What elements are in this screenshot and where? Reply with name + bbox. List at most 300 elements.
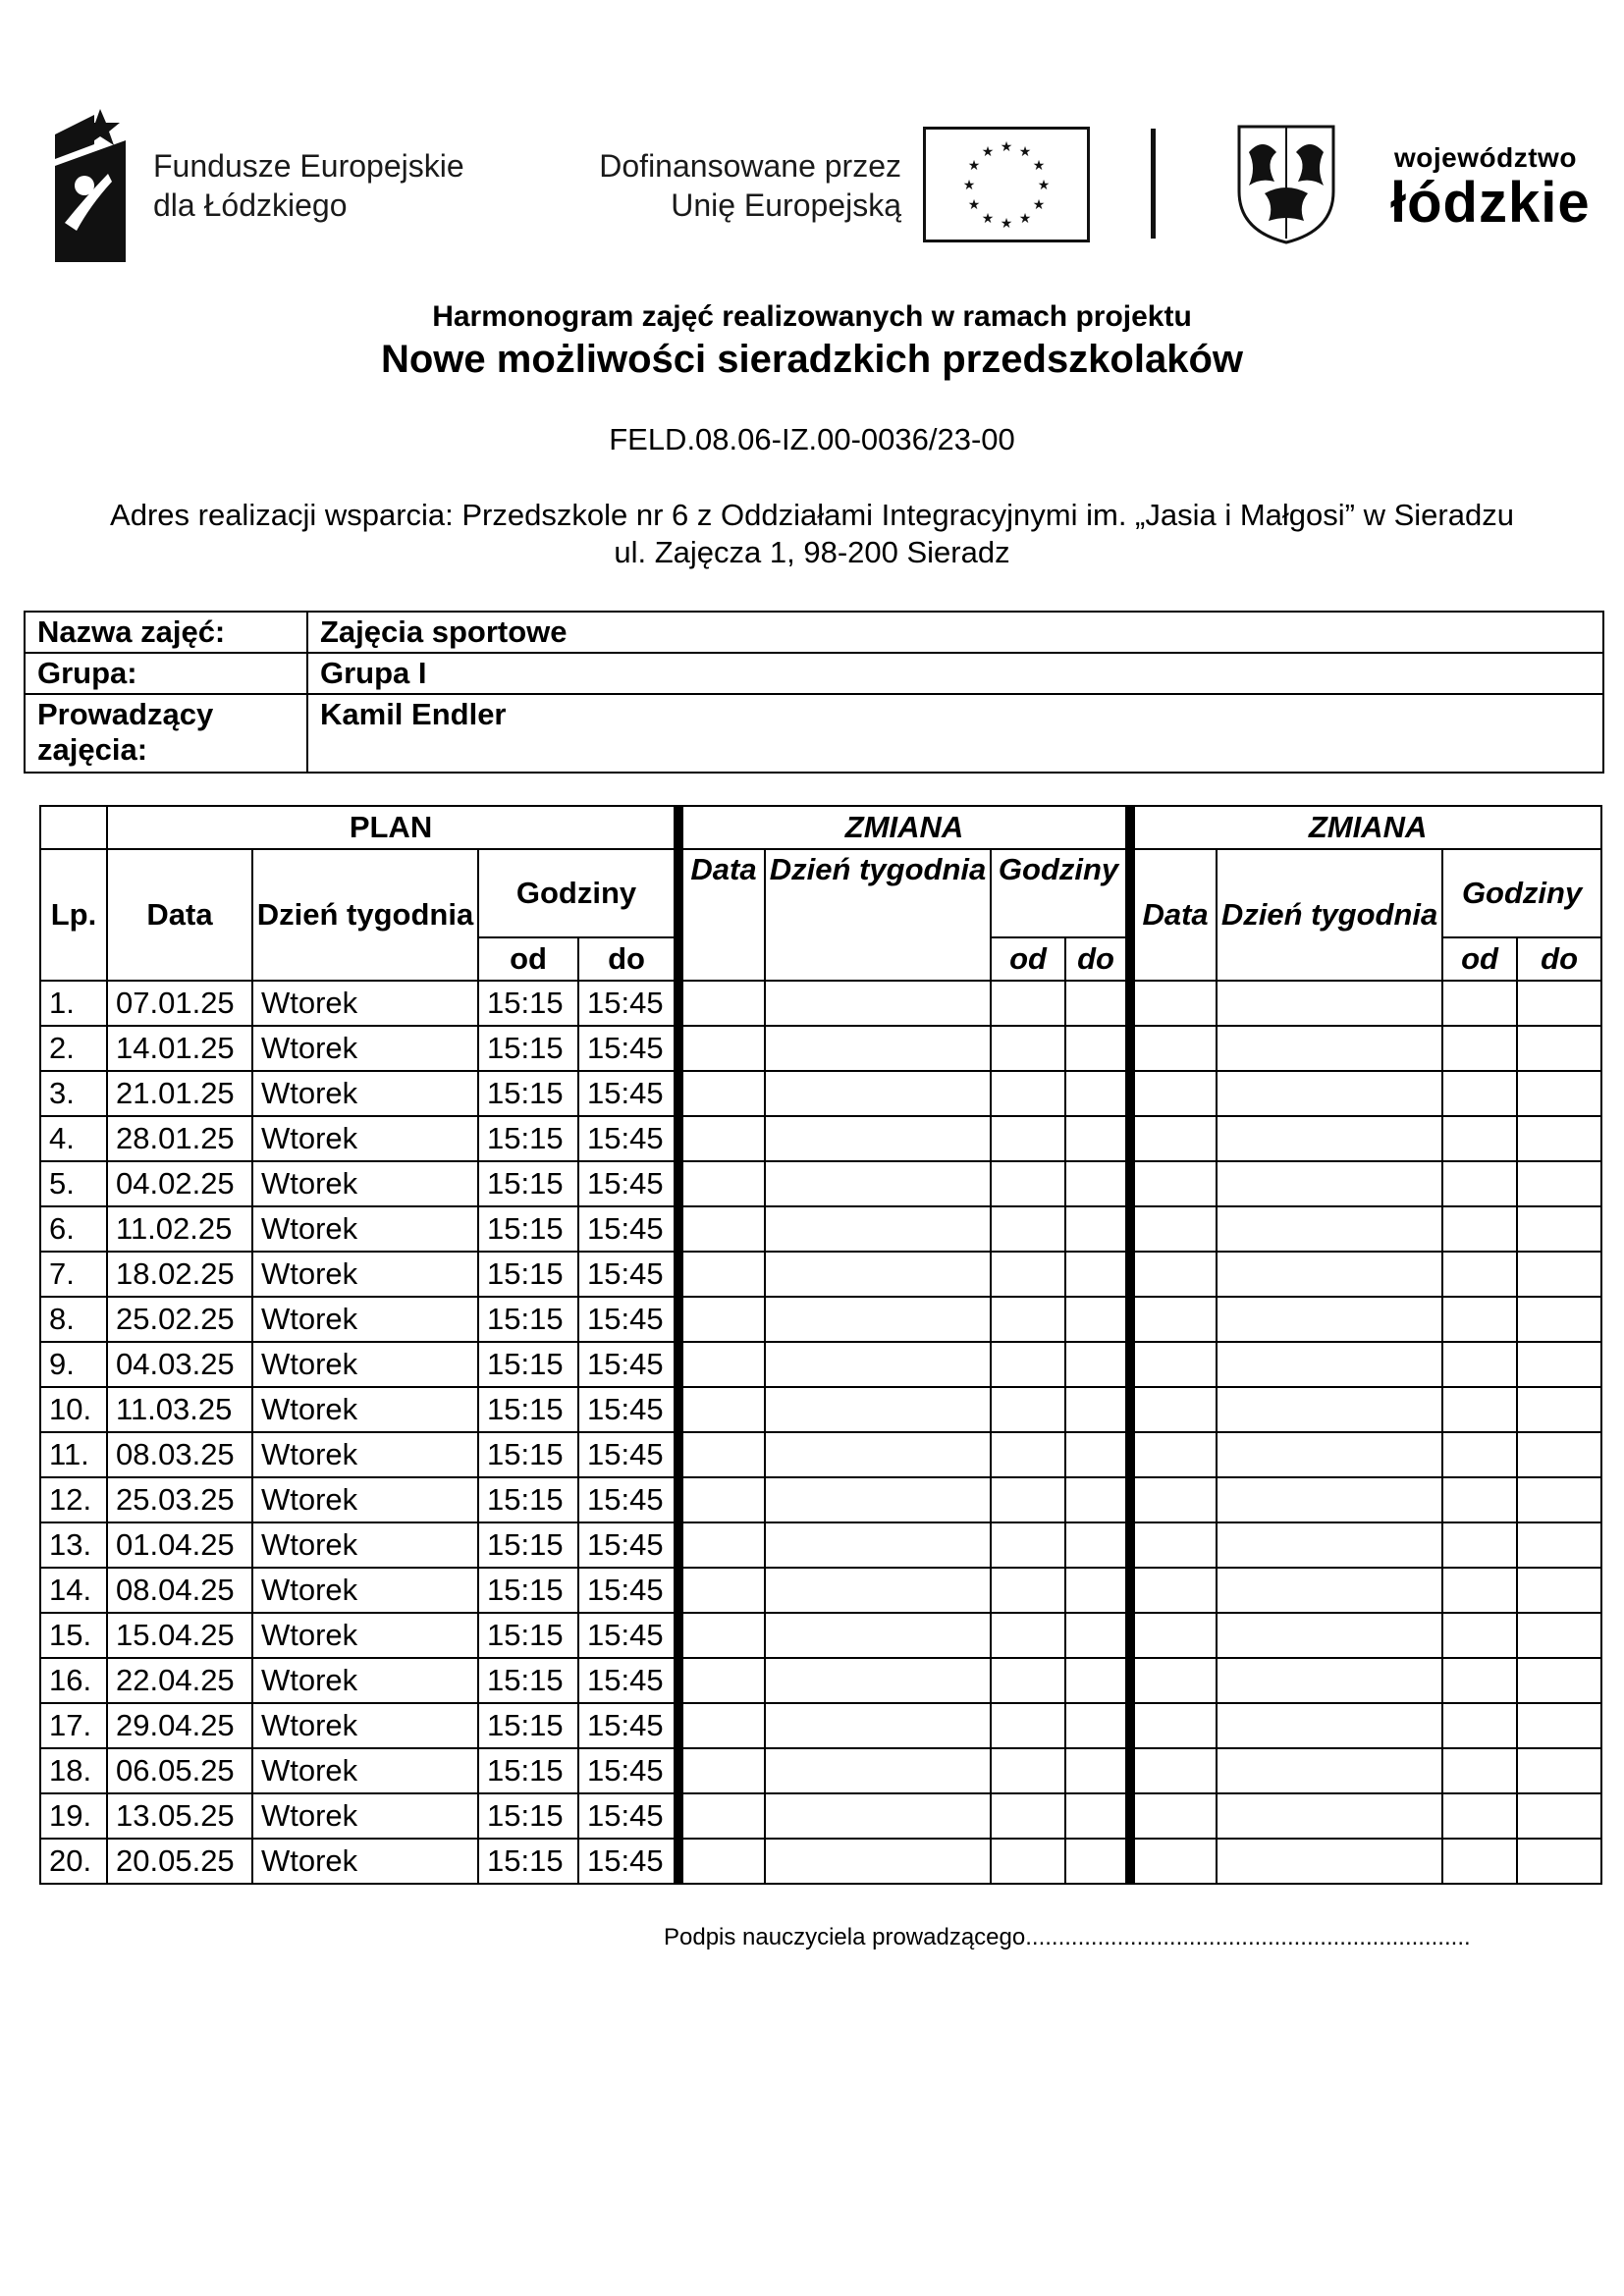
change2-empty-cell [1217,1432,1442,1477]
row-weekday: Wtorek [252,1342,478,1387]
row-date: 11.03.25 [107,1387,252,1432]
table-row [40,1658,1601,1703]
change2-empty-cell [1517,1387,1601,1432]
row-date: 25.02.25 [107,1297,252,1342]
row-to: 15:45 [578,1342,678,1387]
change1-empty-cell [765,1658,991,1703]
change1-empty-cell [991,1793,1065,1839]
change-header-1: ZMIANA [678,806,1130,849]
row-to: 15:45 [578,1793,678,1839]
svg-text:★: ★ [1032,158,1046,174]
row-number: 1. [40,981,107,1026]
change2-empty-cell [1130,1297,1217,1342]
change1-empty-cell [678,1568,765,1613]
row-date: 11.02.25 [107,1206,252,1252]
change2-empty-cell [1217,1703,1442,1748]
plan-from-header: od [478,937,578,981]
change2-empty-cell [1517,1297,1601,1342]
table-row [40,1748,1601,1793]
change2-date-header: Data [1130,849,1217,981]
change1-empty-cell [1065,1026,1130,1071]
change2-empty-cell [1517,1793,1601,1839]
info-row [25,653,1603,694]
change1-empty-cell [1065,1839,1130,1884]
change2-empty-cell [1217,1252,1442,1297]
change2-empty-cell [1217,1342,1442,1387]
change1-empty-cell [991,1839,1065,1884]
plan-weekday-header: Dzień tygodnia [252,849,478,981]
change1-empty-cell [765,1026,991,1071]
info-value: Zajęcia sportowe [307,612,1603,653]
row-from: 15:15 [478,1432,578,1477]
change2-empty-cell [1217,1297,1442,1342]
change2-empty-cell [1442,1658,1517,1703]
change2-empty-cell [1130,1658,1217,1703]
change1-empty-cell [1065,1206,1130,1252]
change1-empty-cell [765,1342,991,1387]
logo-bar [49,103,1591,270]
change1-empty-cell [678,1071,765,1116]
change2-empty-cell [1442,1703,1517,1748]
change2-empty-cell [1442,1026,1517,1071]
svg-text:★: ★ [962,178,976,193]
change1-empty-cell [678,1793,765,1839]
fe-logo-line1: Fundusze Europejskie [153,148,464,184]
change1-empty-cell [1065,1658,1130,1703]
row-number: 13. [40,1522,107,1568]
change2-empty-cell [1217,1161,1442,1206]
cofinanced-line2: Unię Europejską [671,187,901,223]
change1-to-header: do [1065,937,1130,981]
change2-empty-cell [1130,1206,1217,1252]
table-row [40,1432,1601,1477]
change2-empty-cell [1217,1748,1442,1793]
change1-empty-cell [765,1297,991,1342]
change1-empty-cell [765,1206,991,1252]
change2-to-header: do [1517,937,1601,981]
change2-empty-cell [1517,1658,1601,1703]
change1-empty-cell [678,1658,765,1703]
change2-empty-cell [1517,1206,1601,1252]
change1-empty-cell [991,1342,1065,1387]
change1-empty-cell [1065,1342,1130,1387]
change2-empty-cell [1130,1116,1217,1161]
svg-text:★: ★ [1018,144,1032,160]
row-date: 08.04.25 [107,1568,252,1613]
table-row [40,1387,1601,1432]
table-row [40,1477,1601,1522]
change1-empty-cell [678,1839,765,1884]
change1-empty-cell [678,1161,765,1206]
cofinanced-line1: Dofinansowane przez [599,148,901,184]
change2-empty-cell [1217,1026,1442,1071]
change1-empty-cell [765,1387,991,1432]
info-value: Kamil Endler [307,694,1603,773]
svg-text:★: ★ [967,197,981,213]
change2-empty-cell [1130,1613,1217,1658]
row-weekday: Wtorek [252,1026,478,1071]
row-number: 6. [40,1206,107,1252]
change2-empty-cell [1517,1342,1601,1387]
change2-empty-cell [1517,1026,1601,1071]
change1-empty-cell [1065,1522,1130,1568]
change1-empty-cell [678,1342,765,1387]
row-from: 15:15 [478,1839,578,1884]
change-header-2: ZMIANA [1130,806,1601,849]
fe-logo-line2: dla Łódzkiego [153,187,348,223]
class-info-table [24,611,1604,774]
change1-empty-cell [991,1703,1065,1748]
cofinanced-text [511,146,901,225]
change2-weekday-header: Dzień tygodnia [1217,849,1442,981]
svg-text:★: ★ [981,211,995,227]
change2-empty-cell [1130,1793,1217,1839]
change1-empty-cell [678,1387,765,1432]
change1-empty-cell [678,1252,765,1297]
region-label-big: łódzkie [1390,171,1591,235]
schedule-body [40,981,1601,1884]
change2-empty-cell [1217,1206,1442,1252]
svg-text:★: ★ [1000,216,1013,232]
row-to: 15:45 [578,1387,678,1432]
svg-text:★: ★ [967,158,981,174]
row-from: 15:15 [478,1071,578,1116]
row-to: 15:45 [578,1522,678,1568]
change1-empty-cell [1065,981,1130,1026]
table-row [40,1206,1601,1252]
change1-empty-cell [1065,1568,1130,1613]
change2-empty-cell [1217,1613,1442,1658]
row-date: 13.05.25 [107,1793,252,1839]
row-from: 15:15 [478,1116,578,1161]
table-row [40,1026,1601,1071]
row-from: 15:15 [478,1387,578,1432]
row-to: 15:45 [578,1297,678,1342]
row-date: 08.03.25 [107,1432,252,1477]
change1-date-header: Data [678,849,765,981]
change2-empty-cell [1442,1793,1517,1839]
change2-empty-cell [1517,981,1601,1026]
change1-empty-cell [678,1748,765,1793]
change2-empty-cell [1517,1477,1601,1522]
change2-empty-cell [1130,1252,1217,1297]
row-from: 15:15 [478,1297,578,1342]
info-row [25,694,1603,773]
row-from: 15:15 [478,1613,578,1658]
row-to: 15:45 [578,1206,678,1252]
row-weekday: Wtorek [252,1477,478,1522]
lp-header: Lp. [40,849,107,981]
info-label: Prowadzący zajęcia: [25,694,307,773]
row-weekday: Wtorek [252,1522,478,1568]
change1-empty-cell [678,1297,765,1342]
eu-flag-icon [923,127,1090,242]
row-to: 15:45 [578,981,678,1026]
table-row [40,1522,1601,1568]
row-number: 17. [40,1703,107,1748]
change1-empty-cell [1065,1297,1130,1342]
change1-empty-cell [765,1252,991,1297]
change2-empty-cell [1217,1387,1442,1432]
row-weekday: Wtorek [252,1387,478,1432]
row-date: 20.05.25 [107,1839,252,1884]
change2-empty-cell [1217,981,1442,1026]
change1-empty-cell [991,1071,1065,1116]
change1-empty-cell [1065,1252,1130,1297]
row-from: 15:15 [478,1477,578,1522]
change2-empty-cell [1517,1748,1601,1793]
fundusze-europejskie-logo-icon [55,105,143,262]
change2-empty-cell [1130,1161,1217,1206]
change1-empty-cell [991,1658,1065,1703]
change1-empty-cell [1065,1613,1130,1658]
change1-empty-cell [765,1568,991,1613]
row-weekday: Wtorek [252,1116,478,1161]
change2-empty-cell [1217,1071,1442,1116]
table-row [40,1161,1601,1206]
plan-date-header: Data [107,849,252,981]
table-row [40,1613,1601,1658]
change2-empty-cell [1217,1116,1442,1161]
row-to: 15:45 [578,1026,678,1071]
change2-empty-cell [1130,1387,1217,1432]
change2-empty-cell [1517,1839,1601,1884]
row-number: 9. [40,1342,107,1387]
change1-empty-cell [991,1161,1065,1206]
row-from: 15:15 [478,1568,578,1613]
change2-empty-cell [1442,1116,1517,1161]
logo-divider [1151,129,1156,239]
row-date: 15.04.25 [107,1613,252,1658]
row-weekday: Wtorek [252,1748,478,1793]
row-to: 15:45 [578,1658,678,1703]
svg-text:★: ★ [1037,178,1051,193]
change2-empty-cell [1442,1252,1517,1297]
change1-empty-cell [1065,1793,1130,1839]
table-row [40,1703,1601,1748]
row-to: 15:45 [578,1432,678,1477]
info-row [25,612,1603,653]
change1-empty-cell [991,1026,1065,1071]
row-number: 18. [40,1748,107,1793]
row-number: 8. [40,1297,107,1342]
plan-header: PLAN [107,806,678,849]
row-number: 5. [40,1161,107,1206]
svg-text:★: ★ [1018,211,1032,227]
change2-empty-cell [1442,1161,1517,1206]
change1-empty-cell [678,1206,765,1252]
row-to: 15:45 [578,1252,678,1297]
change1-empty-cell [991,1522,1065,1568]
row-to: 15:45 [578,1703,678,1748]
row-number: 7. [40,1252,107,1297]
change1-empty-cell [1065,1748,1130,1793]
change2-empty-cell [1442,981,1517,1026]
change2-empty-cell [1130,981,1217,1026]
table-row [40,1342,1601,1387]
change1-empty-cell [991,1297,1065,1342]
change2-empty-cell [1442,1432,1517,1477]
change1-empty-cell [678,1477,765,1522]
region-label-small: województwo [1394,142,1577,173]
change2-empty-cell [1130,1026,1217,1071]
change2-empty-cell [1130,1703,1217,1748]
change1-empty-cell [765,1839,991,1884]
row-from: 15:15 [478,1026,578,1071]
row-from: 15:15 [478,1522,578,1568]
change1-empty-cell [765,1793,991,1839]
row-number: 15. [40,1613,107,1658]
change1-empty-cell [678,1026,765,1071]
change1-empty-cell [991,1432,1065,1477]
document-subtitle: Harmonogram zajęć realizowanych w ramach projektu [432,300,1192,333]
change1-empty-cell [991,1206,1065,1252]
table-row [40,1568,1601,1613]
change1-empty-cell [765,1161,991,1206]
row-from: 15:15 [478,1342,578,1387]
change1-empty-cell [1065,1477,1130,1522]
row-number: 19. [40,1793,107,1839]
change2-empty-cell [1130,1342,1217,1387]
address-line1: Adres realizacji wsparcia: Przedszkole nr 6 z Oddziałami Integracyjnymi im. „Jasia i Małgosi” w Sieradzu [110,498,1514,532]
change2-empty-cell [1442,1477,1517,1522]
change2-empty-cell [1442,1387,1517,1432]
row-weekday: Wtorek [252,1432,478,1477]
row-from: 15:15 [478,1703,578,1748]
change2-empty-cell [1442,1522,1517,1568]
fe-logo-text [153,146,464,225]
change1-empty-cell [1065,1432,1130,1477]
change2-empty-cell [1517,1116,1601,1161]
change1-weekday-header: Dzień tygodnia [765,849,991,981]
row-date: 04.02.25 [107,1161,252,1206]
change2-empty-cell [1517,1613,1601,1658]
row-number: 2. [40,1026,107,1071]
change2-empty-cell [1130,1748,1217,1793]
change1-empty-cell [991,1387,1065,1432]
change2-empty-cell [1442,1568,1517,1613]
row-number: 20. [40,1839,107,1884]
row-number: 11. [40,1432,107,1477]
change1-empty-cell [1065,1161,1130,1206]
address-block [0,497,1624,571]
change2-empty-cell [1217,1522,1442,1568]
change1-from-header: od [991,937,1065,981]
change2-empty-cell [1442,1297,1517,1342]
project-code: FELD.08.06-IZ.00-0036/23-00 [609,422,1015,456]
schedule-table [39,805,1602,1885]
change1-empty-cell [765,1432,991,1477]
row-to: 15:45 [578,1748,678,1793]
change2-empty-cell [1517,1071,1601,1116]
table-row [40,1116,1601,1161]
row-weekday: Wtorek [252,1252,478,1297]
change2-empty-cell [1217,1839,1442,1884]
change2-empty-cell [1130,1071,1217,1116]
row-number: 16. [40,1658,107,1703]
row-number: 4. [40,1116,107,1161]
info-label: Nazwa zajęć: [25,612,307,653]
row-weekday: Wtorek [252,1793,478,1839]
row-date: 06.05.25 [107,1748,252,1793]
change1-hours-header: Godziny [991,849,1130,937]
change2-empty-cell [1517,1522,1601,1568]
row-date: 22.04.25 [107,1658,252,1703]
row-from: 15:15 [478,1793,578,1839]
row-to: 15:45 [578,1613,678,1658]
change2-empty-cell [1130,1522,1217,1568]
change1-empty-cell [1065,1703,1130,1748]
info-label: Grupa: [25,653,307,694]
change1-empty-cell [678,1703,765,1748]
row-to: 15:45 [578,1116,678,1161]
table-row [40,1071,1601,1116]
change2-empty-cell [1217,1568,1442,1613]
row-to: 15:45 [578,1568,678,1613]
change1-empty-cell [991,1116,1065,1161]
plan-to-header: do [578,937,678,981]
document-title: Nowe możliwości sieradzkich przedszkolaków [380,338,1244,381]
row-weekday: Wtorek [252,1839,478,1884]
table-row [40,981,1601,1026]
change1-empty-cell [991,1568,1065,1613]
change1-empty-cell [765,1522,991,1568]
change1-empty-cell [678,981,765,1026]
change1-empty-cell [678,1116,765,1161]
row-from: 15:15 [478,1206,578,1252]
row-date: 21.01.25 [107,1071,252,1116]
row-number: 12. [40,1477,107,1522]
change1-empty-cell [765,1703,991,1748]
plan-hours-header: Godziny [478,849,678,937]
change1-empty-cell [678,1613,765,1658]
row-weekday: Wtorek [252,1613,478,1658]
change2-empty-cell [1517,1432,1601,1477]
row-weekday: Wtorek [252,1703,478,1748]
change1-empty-cell [678,1522,765,1568]
row-date: 25.03.25 [107,1477,252,1522]
row-to: 15:45 [578,1161,678,1206]
change2-empty-cell [1517,1703,1601,1748]
teacher-signature-line: Podpis nauczyciela prowadzącego.................................................................... [664,1924,1471,1950]
row-date: 04.03.25 [107,1342,252,1387]
change1-empty-cell [991,1613,1065,1658]
change1-empty-cell [678,1432,765,1477]
corner-cell [40,806,107,849]
change2-empty-cell [1442,1071,1517,1116]
row-date: 18.02.25 [107,1252,252,1297]
address-line2: ul. Zajęcza 1, 98-200 Sieradz [614,535,1010,569]
change2-empty-cell [1130,1568,1217,1613]
change1-empty-cell [991,1748,1065,1793]
row-date: 01.04.25 [107,1522,252,1568]
change2-empty-cell [1442,1613,1517,1658]
row-date: 14.01.25 [107,1026,252,1071]
svg-text:★: ★ [1000,139,1013,155]
change2-empty-cell [1517,1161,1601,1206]
row-weekday: Wtorek [252,1206,478,1252]
row-weekday: Wtorek [252,1658,478,1703]
row-weekday: Wtorek [252,1161,478,1206]
change1-empty-cell [765,1613,991,1658]
table-row [40,1297,1601,1342]
row-date: 07.01.25 [107,981,252,1026]
lodzkie-crest-icon [1235,123,1337,244]
table-row [40,1252,1601,1297]
change2-empty-cell [1517,1252,1601,1297]
change1-empty-cell [765,981,991,1026]
change2-empty-cell [1130,1477,1217,1522]
